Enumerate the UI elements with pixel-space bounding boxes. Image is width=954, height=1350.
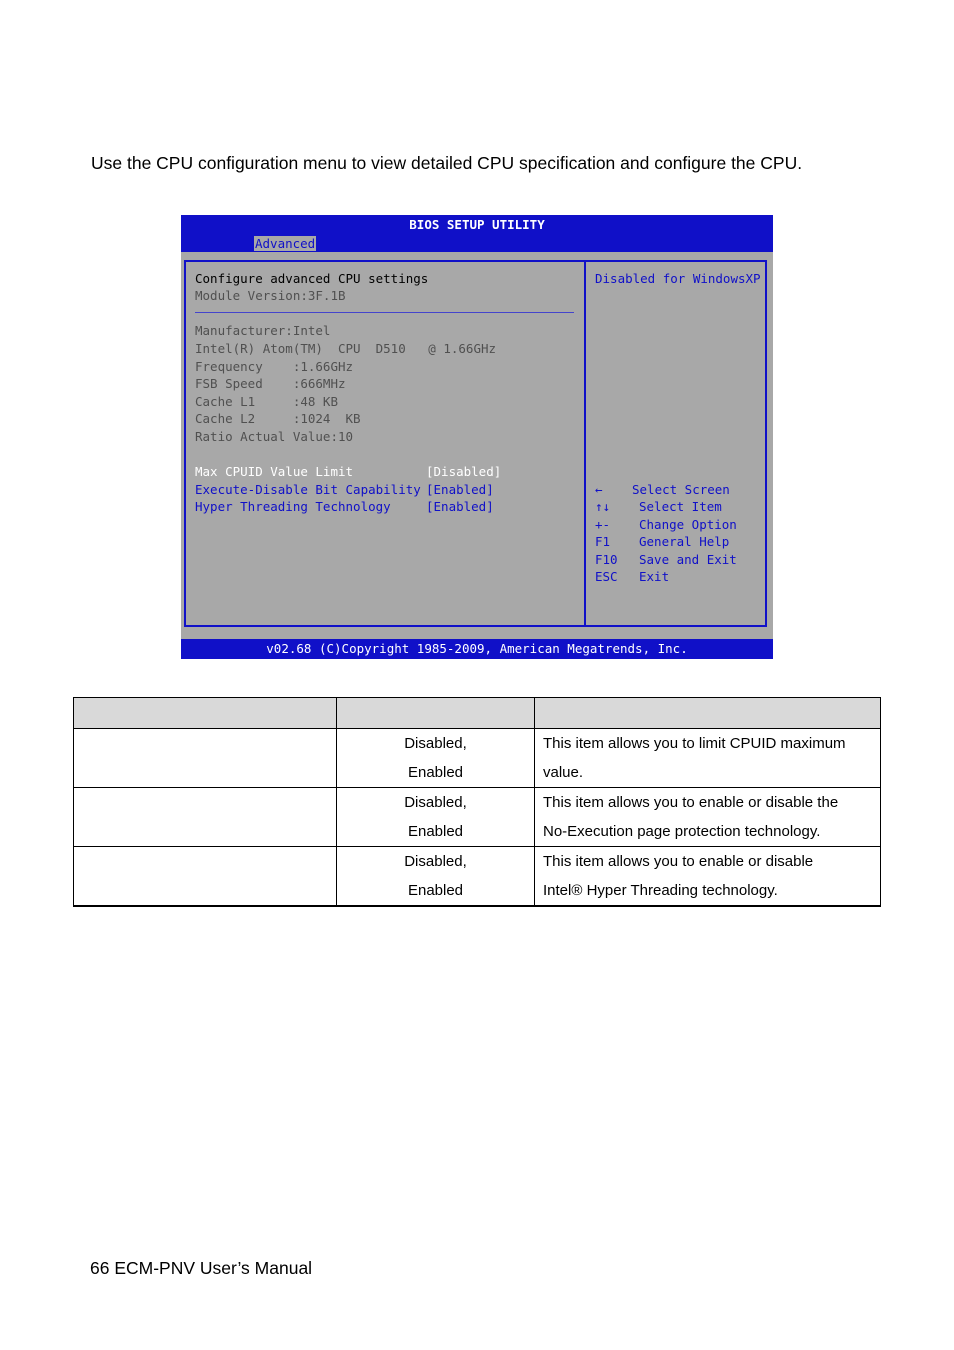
key-f1: F1 <box>595 534 611 549</box>
description-text: This item allows you to enable or disable the <box>543 794 839 811</box>
option-text: Enabled <box>407 763 464 781</box>
cpu-info-line: Cache L2 :1024 KB <box>195 411 361 426</box>
intro-paragraph: Use the CPU configuration menu to view detailed CPU specification and configure the CPU. <box>91 153 803 173</box>
bios-screenshot <box>181 215 773 659</box>
table-row <box>74 729 881 788</box>
table-cell-description <box>535 847 881 907</box>
table-cell-description <box>535 788 881 847</box>
help-text: Disabled for WindowsXP <box>595 271 761 286</box>
bios-panel-divider <box>584 260 586 627</box>
table-cell-description <box>535 729 881 788</box>
key-esc: ESC <box>595 569 618 584</box>
setting-max-cpuid[interactable]: Max CPUID Value Limit <box>195 464 354 479</box>
key-action: Select Item <box>639 499 722 514</box>
tab-advanced[interactable]: Advanced <box>255 236 316 251</box>
description-text: This item allows you to limit CPUID maximum <box>543 735 846 752</box>
table-cell-item <box>74 729 337 788</box>
key-action: General Help <box>639 534 730 549</box>
bios-title: BIOS SETUP UTILITY <box>181 215 773 235</box>
setting-hyper-threading[interactable]: Hyper Threading Technology <box>195 499 391 514</box>
cpu-info-line: Ratio Actual Value:10 <box>195 429 354 444</box>
table-cell-options <box>337 847 535 907</box>
table-header-cell <box>535 698 881 729</box>
bios-menubar <box>181 235 773 252</box>
bios-heading: Configure advanced CPU settings <box>195 271 429 286</box>
key-action: Change Option <box>639 517 737 532</box>
bios-section-divider <box>195 312 574 313</box>
option-text: Disabled, <box>404 735 467 752</box>
key-updown-arrow: ↑↓ <box>595 499 611 514</box>
setting-max-cpuid-value[interactable]: [Disabled] <box>426 464 502 479</box>
option-text: Enabled <box>407 822 464 840</box>
table-header-cell <box>337 698 535 729</box>
options-table <box>73 697 881 907</box>
cpu-info-line: Cache L1 :48 KB <box>195 394 338 409</box>
description-text: This item allows you to enable or disable <box>543 853 814 870</box>
table-cell-item <box>74 788 337 847</box>
table-cell-options <box>337 788 535 847</box>
key-action: Exit <box>639 569 670 584</box>
key-action: Select Screen <box>632 482 730 497</box>
setting-execute-disable[interactable]: Execute-Disable Bit Capability <box>195 482 421 497</box>
cpu-info-line: Frequency :1.66GHz <box>195 359 354 374</box>
setting-execute-disable-value[interactable]: [Enabled] <box>426 482 494 497</box>
option-text: Disabled, <box>404 853 467 870</box>
option-text: Disabled, <box>404 794 467 811</box>
table-cell-item <box>74 847 337 907</box>
table-row <box>74 847 881 907</box>
table-cell-options <box>337 729 535 788</box>
cpu-info-line: FSB Speed :666MHz <box>195 376 346 391</box>
table-header-cell <box>74 698 337 729</box>
cpu-info-line: Manufacturer:Intel <box>195 323 331 338</box>
option-text: Enabled <box>407 881 464 899</box>
page-footer: 66 ECM-PNV User’s Manual <box>90 1258 313 1278</box>
table-row <box>74 788 881 847</box>
key-plus-minus: +- <box>595 517 611 532</box>
cpu-info-line: Intel(R) Atom(TM) CPU D510 @ 1.66GHz <box>195 341 497 356</box>
key-f10: F10 <box>595 552 618 567</box>
description-text: No-Execution page protection technology. <box>543 822 821 840</box>
key-action: Save and Exit <box>639 552 737 567</box>
description-text: value. <box>543 763 584 781</box>
table-header-row <box>74 698 881 729</box>
setting-hyper-threading-value[interactable]: [Enabled] <box>426 499 494 514</box>
bios-footer: v02.68 (C)Copyright 1985-2009, American Megatrends, Inc. <box>181 639 773 659</box>
description-text: Intel® Hyper Threading technology. <box>543 881 778 899</box>
key-left-arrow: ← <box>595 482 603 497</box>
module-version: Module Version:3F.1B <box>195 288 346 303</box>
